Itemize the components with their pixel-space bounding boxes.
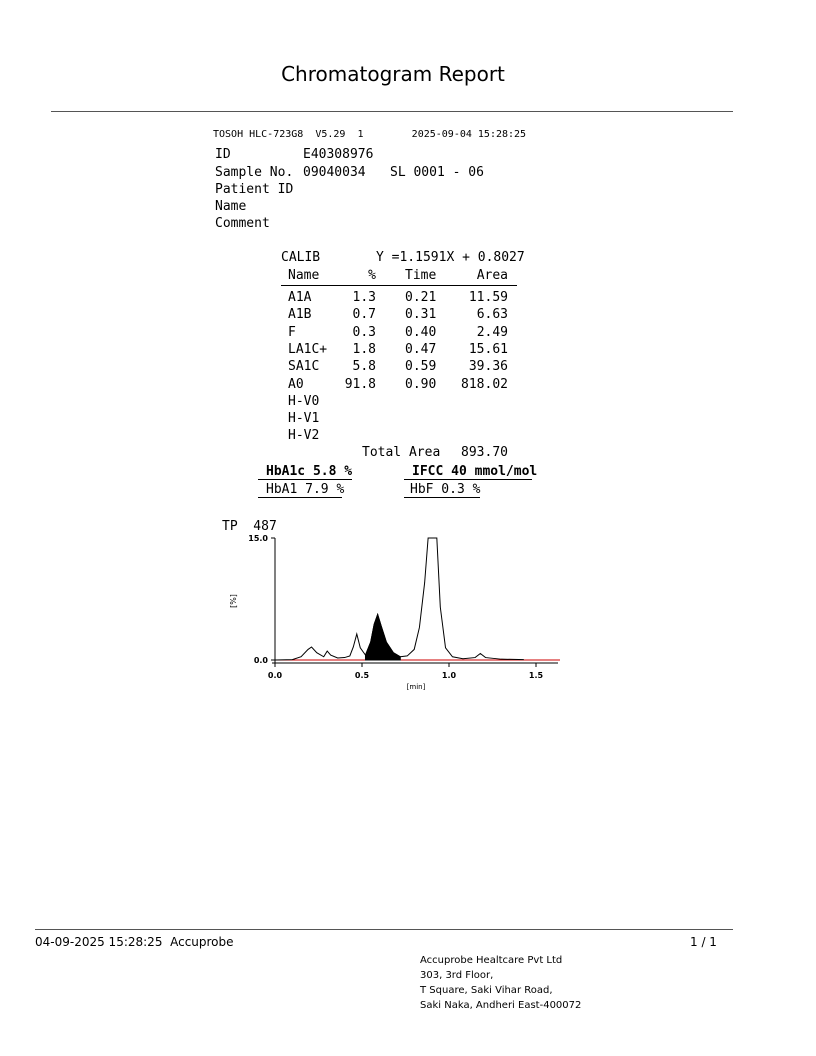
name-label: Name: [215, 199, 247, 214]
footer-timestamp-user: [35, 935, 234, 949]
patient-id-label: Patient ID: [215, 182, 294, 197]
x-axis-label: [min]: [406, 683, 426, 691]
calib-label: CALIB: [281, 250, 321, 265]
table-cell-time: 0.90: [405, 377, 437, 392]
table-cell-name: LA1C+: [288, 342, 328, 357]
table-cell-time: 0.40: [405, 325, 437, 340]
table-cell-time: 0.59: [405, 359, 437, 374]
id-label: ID: [215, 147, 231, 162]
sample-label: Sample No.: [215, 165, 294, 180]
col-header-time: Time: [405, 268, 437, 283]
footer-timestamp: 04-09-2025 15:28:25: [35, 935, 163, 949]
y-tick-label: 0.0: [253, 656, 268, 665]
col-header-area: Area: [476, 268, 508, 283]
table-cell-pct: 0.7: [352, 307, 376, 322]
sample-position: SL 0001 - 06: [390, 165, 484, 180]
table-cell-name: A1A: [288, 290, 312, 305]
table-cell-pct: 0.3: [352, 325, 376, 340]
table-cell-pct: 5.8: [352, 359, 376, 374]
hba1-result: HbA1 7.9 %: [266, 482, 345, 497]
x-tick-label: 0.0: [267, 671, 283, 680]
comment-label: Comment: [215, 216, 270, 231]
address-line-1: Accuprobe Healtcare Pvt Ltd: [420, 955, 563, 966]
tp-label: TP 487: [222, 519, 277, 534]
table-cell-name: H-V0: [288, 394, 320, 409]
table-cell-pct: 1.8: [352, 342, 376, 357]
y-tick-label: 15.0: [248, 534, 268, 543]
address-line-4: Saki Naka, Andheri East-400072: [420, 1000, 582, 1011]
address-line-2: 303, 3rd Floor,: [420, 970, 494, 981]
table-cell-area: 6.63: [476, 307, 508, 322]
x-tick-label: 1.0: [441, 671, 457, 680]
hba1c-result: HbA1c 5.8 %: [266, 464, 353, 479]
page-number: 1 / 1: [690, 935, 717, 949]
report-title: Chromatogram Report: [281, 62, 505, 86]
table-cell-time: 0.21: [405, 290, 437, 305]
sample-value: 09040034: [303, 165, 366, 180]
chromatogram-trace: [275, 538, 524, 660]
table-cell-time: 0.47: [405, 342, 437, 357]
ifcc-result: IFCC 40 mmol/mol: [412, 464, 538, 479]
table-cell-name: A0: [288, 377, 304, 392]
table-cell-area: 11.59: [468, 290, 508, 305]
x-tick-label: 1.5: [528, 671, 544, 680]
x-tick-label: 0.5: [354, 671, 370, 680]
table-cell-pct: 1.3: [352, 290, 376, 305]
instrument-line: TOSOH HLC-723G8 V5.29 1 2025-09-04 15:28:25: [213, 129, 527, 140]
y-axis-label: [%]: [229, 594, 238, 608]
table-cell-name: H-V1: [288, 411, 320, 426]
address-line-3: T Square, Saki Vihar Road,: [420, 985, 553, 996]
total-area-label: Total Area: [362, 445, 441, 460]
table-cell-area: 818.02: [461, 377, 508, 392]
table-cell-name: F: [288, 325, 296, 340]
table-cell-area: 2.49: [476, 325, 508, 340]
total-area-value: 893.70: [461, 445, 508, 460]
col-header-pct: %: [368, 268, 376, 283]
table-cell-area: 39.36: [468, 359, 508, 374]
calib-equation: Y =1.1591X + 0.8027: [376, 250, 525, 265]
table-cell-name: SA1C: [288, 359, 320, 374]
hbf-result: HbF 0.3 %: [410, 482, 481, 497]
col-header-name: Name: [288, 268, 320, 283]
id-value: E40308976: [303, 147, 374, 162]
table-cell-name: H-V2: [288, 428, 320, 443]
table-cell-area: 15.61: [468, 342, 508, 357]
table-cell-pct: 91.8: [344, 377, 376, 392]
table-cell-name: A1B: [288, 307, 312, 322]
footer-user: Accuprobe: [170, 935, 234, 949]
footer-divider: [35, 929, 733, 930]
table-cell-time: 0.31: [405, 307, 437, 322]
